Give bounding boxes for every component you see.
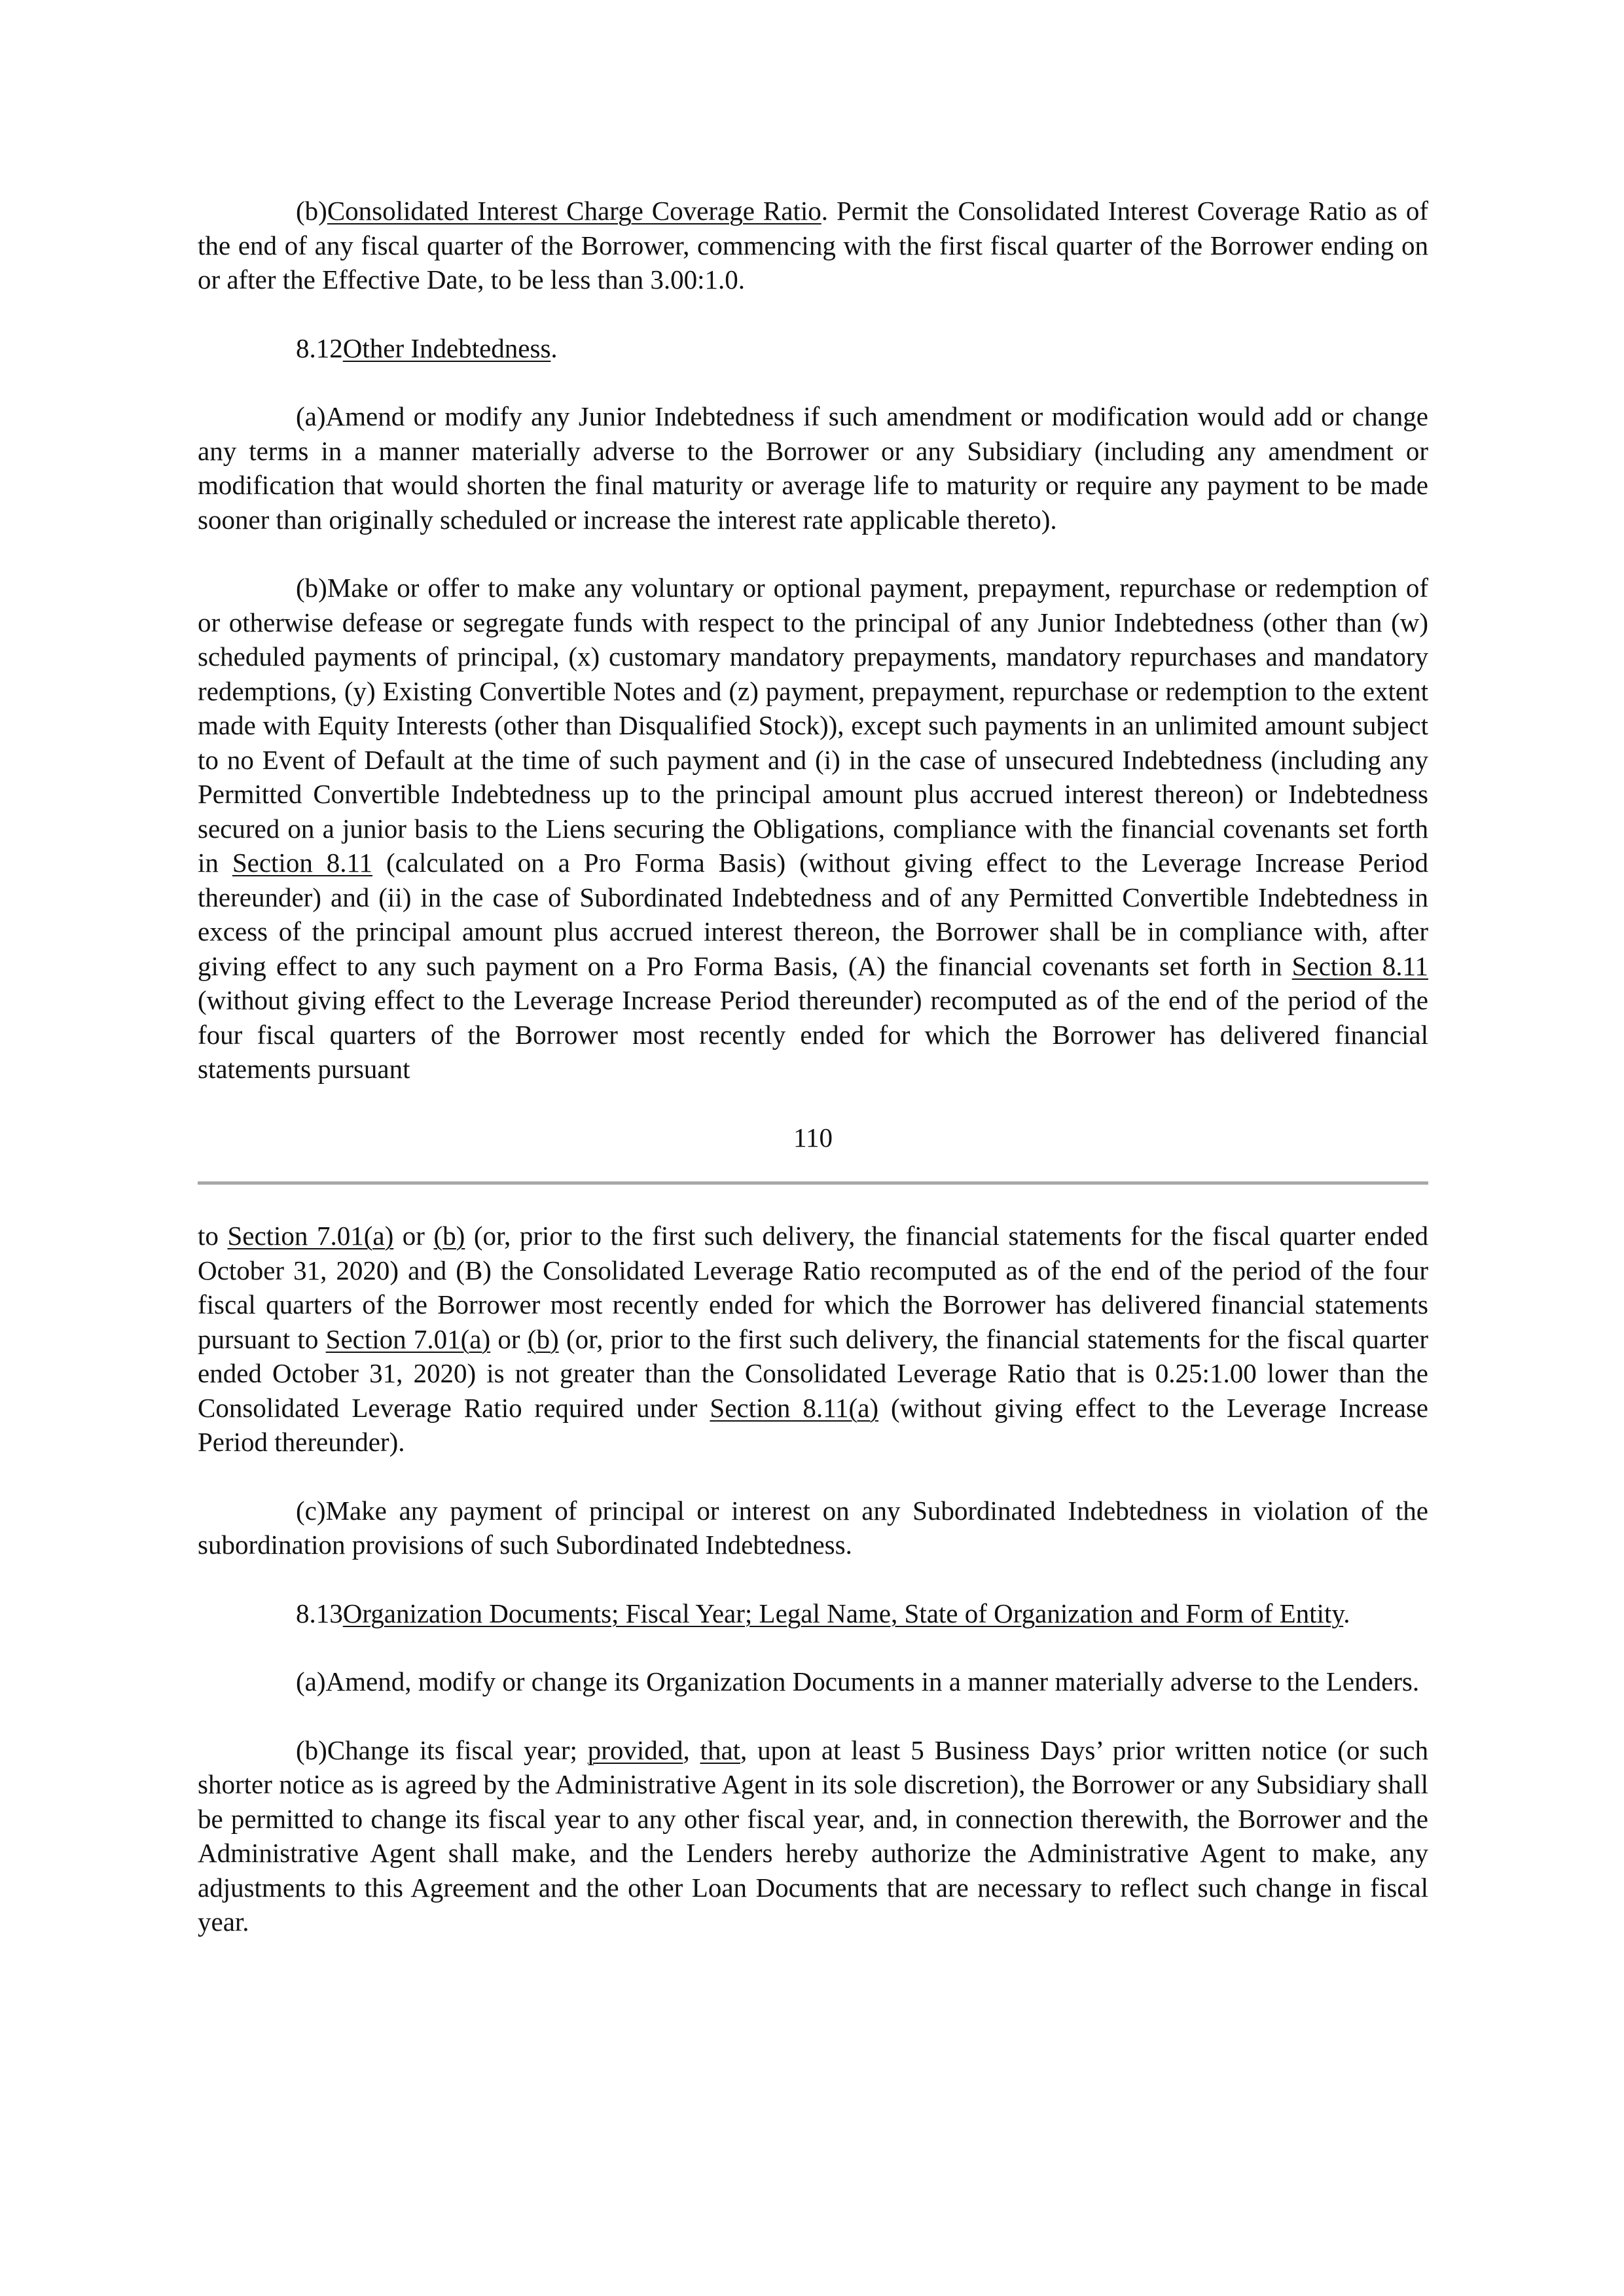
cross-reference: (b)	[527, 1323, 559, 1354]
section-8-13-b: (b)Change its fiscal year; provided, that, upon at least 5 Business Days’ prior written notice (or such shorter notice as is agreed by the Administrative Agent in its sole discretion), the Borrower or any Subsidiary shall be permitted to change its fiscal year to any other fiscal year, and, in connection therewith, the Borrower and the Administrative Agent shall make, and the Lenders hereby authorize the Administrative Agent to make, any adjustments to this Agreement and the other Loan Documents that are necessary to reflect such change in fiscal year.	[198, 1734, 1428, 1937]
cross-reference: (b)	[433, 1221, 465, 1251]
clause-number: (b)	[296, 1734, 327, 1765]
section-8-12-c	[198, 1494, 1428, 1562]
clause-text: Amend or modify any Junior Indebtedness if such amendment or modification would add or change any terms in a manner materially adverse to the Borrower or any Subsidiary (including any amendment or modification that would shorten the final maturity or average life to maturity or require any payment to be made sooner than originally scheduled or increase the interest rate applicable thereto).	[198, 401, 1428, 535]
section-8-11-b	[198, 194, 1428, 297]
clause-text: Make any payment of principal or interest on any Subordinated Indebtedness in violation of the subordination provisions of such Subordinated Indebtedness.	[198, 1495, 1428, 1560]
page-number: 110	[793, 1122, 833, 1153]
clause-text: Amend, modify or change its Organization Documents in a manner materially adverse to the Lenders.	[325, 1666, 1420, 1696]
clause-number: (b)	[296, 573, 327, 603]
section-8-12-b: (b)Make or offer to make any voluntary or optional payment, prepayment, repurchase or redemption of or otherwise defease or segregate funds with respect to the principal of any Junior Indebtedness (other than (w) scheduled payments of principal, (x) customary mandatory prepayments, mandatory repurchases and mandatory redemptions, (y) Existing Convertible Notes and (z) payment, prepayment, repurchase or redemption to the extent made with Equity Interests (other than Disqualified Stock)), except such payments in an unlimited amount subject to no Event of Default at the time of such payment and (i) in the case of unsecured Indebtedness (including any Permitted Convertible Indebtedness up to the principal amount plus accrued interest thereon) or Indebtedness secured on a junior basis to the Liens securing the Obligations, compliance with the financial covenants set forth in Section 8.11 (calculated on a Pro Forma Basis) (without giving effect to the Leverage Increase Period thereunder) and (ii) in the case of Subordinated Indebtedness and of any Permitted Convertible Indebtedness in excess of the principal amount plus accrued interest thereon, the Borrower shall be in compliance with, after giving effect to any such payment on a Pro Forma Basis, (A) the financial covenants set forth in Section 8.11 (without giving effect to the Leverage Increase Period thereunder) recomputed as of the end of the period of the four fiscal quarters of the Borrower most recently ended for which the Borrower has delivered financial statements pursuant	[198, 573, 1428, 1084]
section-8-13-a	[198, 1664, 1428, 1699]
clause-number: (a)	[296, 401, 326, 431]
section-heading: Consolidated Interest Charge Coverage Ratio	[327, 196, 821, 226]
section-heading: Other Indebtedness	[342, 332, 551, 363]
section-8-13-heading: 8.13Organization Documents; Fiscal Year; Legal Name, State of Organization and Form of Entity.	[296, 1598, 1350, 1628]
section-8-12-heading: 8.12Other Indebtedness.	[296, 332, 558, 363]
clause-text: . Permit the Consolidated Interest Coverage Ratio as of the end of any fiscal quarter of the Borrower, commencing with the first fiscal quarter of the Borrower ending on or after the Effective Date, to be less than 3.00:1.0.	[198, 196, 1428, 295]
section-heading: Organization Documents; Fiscal Year; Legal Name, State of Organization and Form of Entity	[342, 1598, 1344, 1628]
document-page	[198, 194, 1428, 1939]
proviso-term: that	[700, 1734, 741, 1765]
cross-reference: Section 8.11(a)	[710, 1392, 879, 1423]
proviso-term: provided	[587, 1734, 683, 1765]
cross-reference: Section 8.11	[1291, 950, 1428, 981]
section-number: 8.12	[296, 332, 343, 363]
section-number: 8.13	[296, 1598, 343, 1628]
clause-number: (a)	[296, 1666, 326, 1696]
section-8-12-b-continued: to Section 7.01(a) or (b) (or, prior to the first such delivery, the financial statements for the fiscal quarter ended October 31, 2020) and (B) the Consolidated Leverage Ratio recomputed as of the end of the period of the four fiscal quarters of the Borrower most recently ended for which the Borrower has delivered financial statements pursuant to Section 7.01(a) or (b) (or, prior to the first such delivery, the financial statements for the fiscal quarter ended October 31, 2020) is not greater than the Consolidated Leverage Ratio that is 0.25:1.00 lower than the Consolidated Leverage Ratio required under Section 8.11(a) (without giving effect to the Leverage Increase Period thereunder).	[198, 1221, 1429, 1457]
cross-reference: Section 7.01(a)	[227, 1221, 394, 1251]
cross-reference: Section 7.01(a)	[325, 1323, 491, 1354]
page-divider	[198, 1181, 1428, 1185]
clause-number: (b)	[296, 196, 327, 226]
section-8-12-a	[198, 399, 1428, 537]
clause-number: (c)	[296, 1495, 326, 1526]
cross-reference: Section 8.11	[232, 848, 372, 878]
